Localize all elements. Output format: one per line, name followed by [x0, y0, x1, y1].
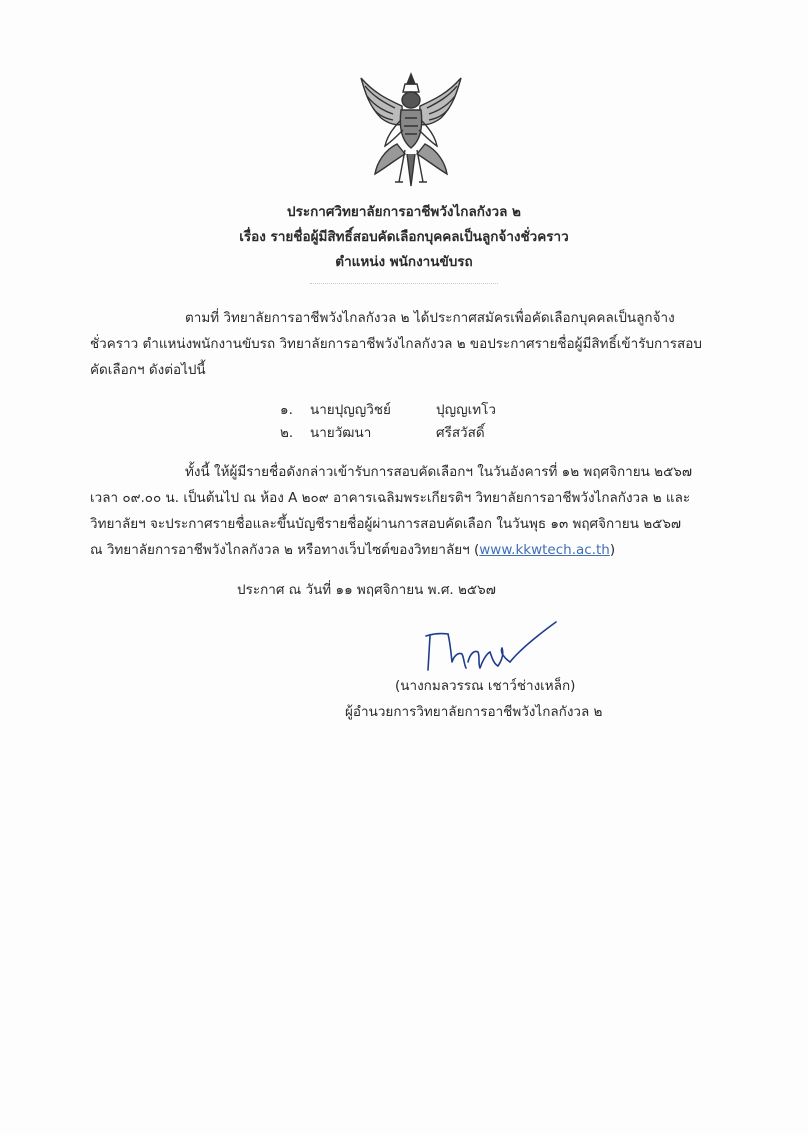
candidate-last-name: ศรีสวัสดิ์ [436, 425, 485, 441]
position-line: ตำแหน่ง พนักงานขับรถ [335, 254, 473, 270]
website-link[interactable]: www.kkwtech.ac.th [479, 542, 610, 558]
signer-title: ผู้อำนวยการวิทยาลัยการอาชีพวังไกลกังวล ๒ [345, 704, 603, 720]
candidate-row [280, 421, 485, 445]
handwritten-signature [418, 618, 560, 678]
candidate-row [280, 398, 496, 422]
subject-line: เรื่อง รายชื่อผู้มีสิทธิ์สอบคัดเลือกบุคคลเป็นลูกจ้างชั่วคราว [239, 229, 569, 245]
paragraph-2-line-2: เวลา ๐๙.๐๐ น. เป็นต้นไป ณ ห้อง A ๒๐๙ อาคารเฉลิมพระเกียรติฯ วิทยาลัยการอาชีพวังไกลกังวล ๒ และ [90, 490, 691, 506]
paragraph-2-line-4-text: ณ วิทยาลัยการอาชีพวังไกลกังวล ๒ หรือทางเว็บไซต์ของวิทยาลัยฯ ( [90, 542, 480, 558]
paragraph-1-line-2: ชั่วคราว ตำแหน่งพนักงานขับรถ วิทยาลัยการอาชีพวังไกลกังวล ๒ ขอประกาศรายชื่อผู้มีสิทธิ์เข้ารับการสอบ [90, 336, 702, 352]
announcement-title: ประกาศวิทยาลัยการอาชีพวังไกลกังวล ๒ [287, 204, 521, 220]
candidate-number: ๑. [280, 402, 293, 418]
document-header [0, 200, 808, 275]
announcement-date: ประกาศ ณ วันที่ ๑๑ พฤศจิกายน พ.ศ. ๒๕๖๗ [237, 582, 496, 598]
candidate-last-name: ปุญญเทโว [436, 402, 496, 418]
candidate-number: ๒. [280, 425, 294, 441]
paragraph-2-line-4-close: ) [609, 542, 616, 558]
paragraph-1-line-1: ตามที่ วิทยาลัยการอาชีพวังไกลกังวล ๒ ได้ประกาศสมัครเพื่อคัดเลือกบุคคลเป็นลูกจ้าง [185, 310, 675, 326]
paragraph-2-line-1: ทั้งนี้ ให้ผู้มีรายชื่อดังกล่าวเข้ารับการสอบคัดเลือกฯ ในวันอังคารที่ ๑๒ พฤศจิกายน ๒๕๖๗ [185, 464, 693, 480]
candidate-first-name: นายปุญญวิชย์ [310, 402, 391, 418]
paragraph-1-line-3: คัดเลือกฯ ดังต่อไปนี้ [90, 362, 206, 378]
header-divider [310, 283, 498, 284]
candidate-first-name: นายวัฒนา [310, 425, 372, 441]
paragraph-2-line-3: วิทยาลัยฯ จะประกาศรายชื่อและขึ้นบัญชีรายชื่อผู้ผ่านการสอบคัดเลือก ในวันพุธ ๑๓ พฤศจิกายน ๒๕๖๗ [90, 516, 682, 532]
paragraph-2-line-4 [90, 537, 615, 563]
signer-name: (นางกมลวรรณ เชาว์ช่างเหล็ก) [395, 678, 576, 694]
garuda-emblem-icon [355, 70, 467, 188]
